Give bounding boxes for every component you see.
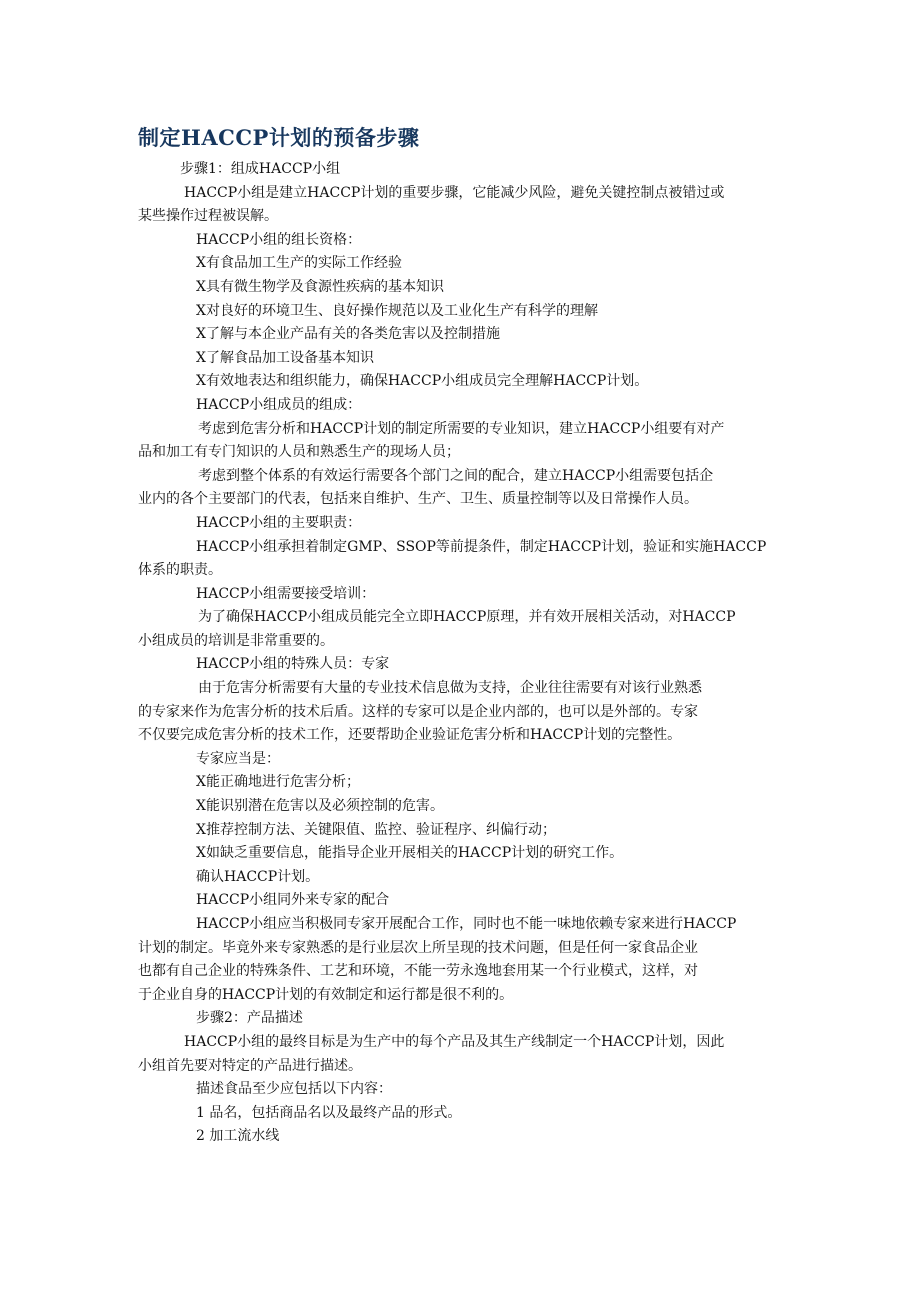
paragraph-line: HACCP小组是建立HACCP计划的重要步骤，它能减少风险，避免关键控制点被错过或 xyxy=(184,184,725,201)
paragraph-line: 品和加工有专门知识的人员和熟悉生产的现场人员； xyxy=(138,444,460,461)
list-item: X有食品加工生产的实际工作经验 xyxy=(196,255,402,272)
section-heading: HACCP小组需要接受培训： xyxy=(196,585,376,602)
paragraph-line: 某些操作过程被误解。 xyxy=(138,208,278,225)
section-heading: HACCP小组的特殊人员：专家 xyxy=(196,656,390,673)
section-heading: HACCP小组的主要职责： xyxy=(196,514,362,531)
paragraph-line: 也都有自己企业的特殊条件、工艺和环境，不能一劳永逸地套用某一个行业模式，这样，对 xyxy=(138,963,698,980)
document-body xyxy=(138,158,790,1149)
list-item: X了解食品加工设备基本知识 xyxy=(196,349,374,366)
list-item: 1 品名，包括商品名以及最终产品的形式。 xyxy=(196,1104,462,1121)
section-heading: HACCP小组的组长资格： xyxy=(196,231,362,248)
paragraph-line: 的专家来作为危害分析的技术后盾。这样的专家可以是企业内部的，也可以是外部的。专家 xyxy=(138,703,698,720)
section-heading: HACCP小组成员的组成： xyxy=(196,396,362,413)
document-title: 制定HACCP计划的预备步骤 xyxy=(138,125,420,150)
list-item: X如缺乏重要信息，能指导企业开展相关的HACCP计划的研究工作。 xyxy=(196,845,624,862)
paragraph-line: 业内的各个主要部门的代表，包括来自维护、生产、卫生、质量控制等以及日常操作人员。 xyxy=(138,491,698,508)
section-heading: 专家应当是： xyxy=(196,750,280,767)
paragraph-line: 体系的职责。 xyxy=(138,562,222,579)
paragraph-line: 考虑到危害分析和HACCP计划的制定所需要的专业知识，建立HACCP小组要有对产 xyxy=(198,420,725,437)
paragraph-line: 由于危害分析需要有大量的专业技术信息做为支持，企业往往需要有对该行业熟悉 xyxy=(198,680,702,697)
list-item: X了解与本企业产品有关的各类危害以及控制措施 xyxy=(196,326,500,343)
paragraph-line: HACCP小组应当积极同专家开展配合工作，同时也不能一味地依赖专家来进行HACCP xyxy=(196,916,737,932)
paragraph-line: 确认HACCP计划。 xyxy=(196,868,320,885)
list-item: X有效地表达和组织能力，确保HACCP小组成员完全理解HACCP计划。 xyxy=(196,373,649,390)
paragraph-line: 考虑到整个体系的有效运行需要各个部门之间的配合，建立HACCP小组需要包括企 xyxy=(198,467,714,484)
paragraph-line: 小组成员的培训是非常重要的。 xyxy=(138,632,334,649)
list-item: 2 加工流水线 xyxy=(196,1128,280,1145)
paragraph-line: 计划的制定。毕竟外来专家熟悉的是行业层次上所呈现的技术问题，但是任何一家食品企业 xyxy=(138,939,698,956)
section-heading: 描述食品至少应包括以下内容： xyxy=(196,1081,392,1098)
list-item: X具有微生物学及食源性疾病的基本知识 xyxy=(196,278,444,295)
paragraph-line: 为了确保HACCP小组成员能完全立即HACCP原理，并有效开展相关活动，对HACCP xyxy=(198,609,736,626)
list-item: X推荐控制方法、关键限值、监控、验证程序、纠偏行动； xyxy=(196,821,556,838)
paragraph-line: 不仅要完成危害分析的技术工作，还要帮助企业验证危害分析和HACCP计划的完整性。 xyxy=(138,727,682,744)
list-item: X能识别潜在危害以及必须控制的危害。 xyxy=(196,798,444,815)
paragraph-line: HACCP小组的最终目标是为生产中的每个产品及其生产线制定一个HACCP计划，因此 xyxy=(184,1033,725,1050)
step-1-heading: 步骤1：组成HACCP小组 xyxy=(180,161,341,177)
paragraph-line: 于企业自身的HACCP计划的有效制定和运行都是很不利的。 xyxy=(138,986,514,1003)
step-2-heading: 步骤2：产品描述 xyxy=(196,1010,303,1027)
section-heading: HACCP小组同外来专家的配合 xyxy=(196,892,390,909)
list-item: X对良好的环境卫生、良好操作规范以及工业化生产有科学的理解 xyxy=(196,302,598,319)
paragraph-line: 小组首先要对特定的产品进行描述。 xyxy=(138,1057,362,1074)
list-item: X能正确地进行危害分析； xyxy=(196,774,360,791)
paragraph-line: HACCP小组承担着制定GMP、SSOP等前提条件，制定HACCP计划，验证和实施HACCP xyxy=(196,538,767,555)
